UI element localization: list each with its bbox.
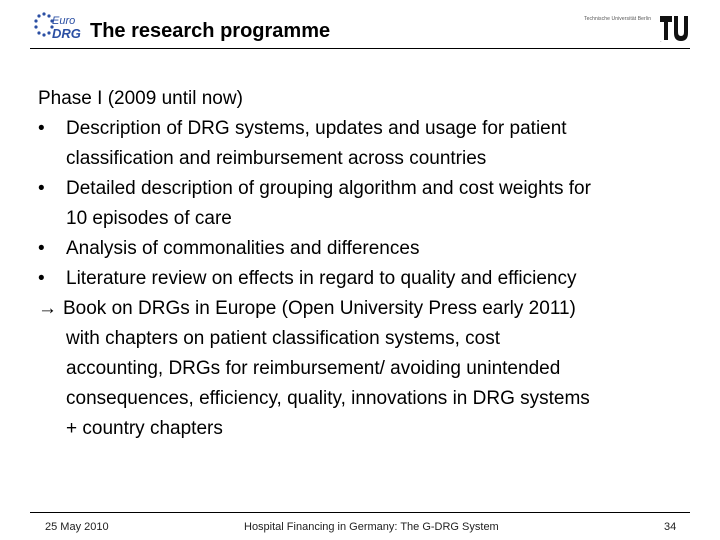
arrow-right-icon: →	[38, 298, 57, 319]
tu-logo-text: TU	[660, 42, 662, 43]
phase-heading: Phase I (2009 until now)	[38, 88, 243, 109]
logo-text-top: Euro	[52, 15, 76, 27]
bullet-icon: •	[38, 268, 45, 289]
conclusion-line-2: with chapters on patient classification systems, cost	[66, 328, 501, 349]
bullet-icon: •	[38, 118, 45, 139]
footer-date: 25 May 2010	[45, 521, 109, 533]
footer-rule	[30, 512, 690, 513]
conclusion-line-5: + country chapters	[66, 418, 223, 439]
bullet-3: • Analysis of commonalities and differences	[38, 234, 708, 264]
conclusion-line-4: consequences, efficiency, quality, innovations in DRG systems	[66, 388, 590, 409]
eurodrg-logo	[30, 8, 86, 48]
bullet-icon: •	[38, 178, 45, 199]
bullet-1-line-1: • Description of DRG systems, updates and usage for patient	[38, 114, 708, 144]
tu-logo	[660, 12, 688, 42]
page-number: 34	[664, 521, 677, 533]
bullet-2-line-2: 10 episodes of care	[66, 208, 232, 229]
bullet-1-line-2: classification and reimbursement across countries	[66, 148, 487, 169]
bullet-4: • Literature review on effects in regard to quality and efficiency	[38, 264, 708, 294]
logo-text-bottom: DRG	[52, 26, 81, 41]
slide-body	[38, 84, 708, 444]
header-rule	[30, 48, 690, 49]
university-name: Technische Universität Berlin	[584, 16, 652, 22]
slide-title: The research programme	[90, 20, 331, 42]
bullet-2-line-1: • Detailed description of grouping algorithm and cost weights for	[38, 174, 708, 204]
conclusion-line-1: → Book on DRGs in Europe (Open University Press early 2011)	[38, 298, 576, 319]
conclusion-line-3: accounting, DRGs for reimbursement/ avoiding unintended	[66, 358, 561, 379]
footer-title: Hospital Financing in Germany: The G-DRG System	[244, 521, 499, 533]
bullet-icon: •	[38, 238, 45, 259]
